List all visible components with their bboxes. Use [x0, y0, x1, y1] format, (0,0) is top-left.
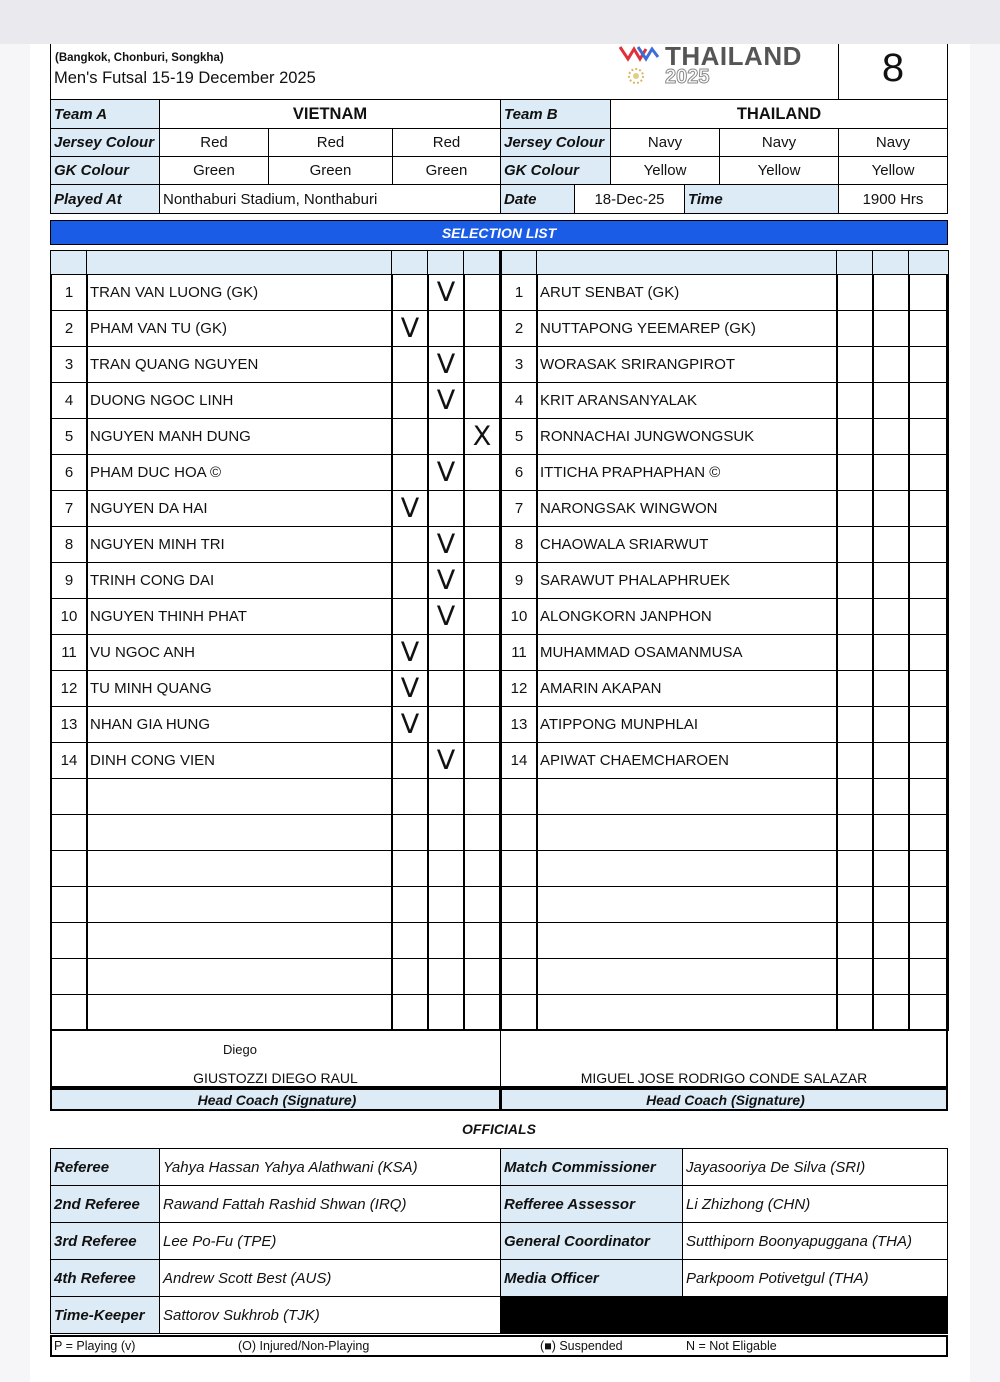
team-b-empty-row-cell: [872, 922, 910, 959]
team-b-label: Team B: [500, 99, 611, 129]
team-a-player-3-s: V: [427, 346, 465, 383]
team-b-player-3-s: [872, 346, 910, 383]
team-b-player-12-p: [836, 670, 874, 707]
team-b-player-1-jsy: 1: [500, 274, 538, 311]
team-a-player-6-n: [463, 454, 501, 491]
team-b-player-9-p: [836, 562, 874, 599]
team-a-player-1-name: TRAN VAN LUONG (GK): [86, 274, 393, 311]
team-a-empty-row-cell: [86, 958, 393, 995]
team-a-player-6-jsy: 6: [50, 454, 88, 491]
team-sheet: [30, 41, 970, 1382]
team-b-player-1-name: ARUT SENBAT (GK): [536, 274, 838, 311]
team-a-player-3-name: TRAN QUANG NGUYEN: [86, 346, 393, 383]
team-a-player-3-jsy: 3: [50, 346, 88, 383]
team-b-empty-row-cell: [500, 850, 538, 887]
official-name-left-3: Lee Po-Fu (TPE): [159, 1222, 501, 1260]
team-a-player-12-s: [427, 670, 465, 707]
team-b-player-14-n: [908, 742, 949, 779]
team-b-empty-row-cell: [872, 958, 910, 995]
team-a-empty-row-cell: [50, 814, 88, 851]
team-b-player-13-n: [908, 706, 949, 743]
played-at-value: Nonthaburi Stadium, Nonthaburi: [159, 184, 501, 214]
team-a-empty-row-cell: [50, 850, 88, 887]
date-label: Date: [500, 184, 575, 214]
team-b-player-3-name: WORASAK SRIRANGPIROT: [536, 346, 838, 383]
team-a-empty-row-cell: [427, 958, 465, 995]
team-a-empty-row-cell: [463, 814, 501, 851]
team-b-player-13-jsy: 13: [500, 706, 538, 743]
logo-year: 2025: [665, 66, 710, 88]
official-name-right-4: Parkpoom Potivetgul (THA): [682, 1259, 948, 1297]
gk-colour-label-b: GK Colour: [500, 156, 611, 185]
team-b-empty-row-cell: [872, 778, 910, 815]
team-a-empty-row-cell: [391, 850, 429, 887]
team-b-player-9-n: [908, 562, 949, 599]
team-b-player-10-s: [872, 598, 910, 635]
team-b-gk-2: Yellow: [719, 156, 839, 185]
team-b-jersey-2: Navy: [719, 128, 839, 157]
team-b-jersey-3: Navy: [838, 128, 948, 157]
official-role-left-2: 2nd Referee: [50, 1185, 160, 1223]
team-a-player-6-name: PHAM DUC HOA ©: [86, 454, 393, 491]
team-b-player-4-s: [872, 382, 910, 419]
legend-playing: P = Playing (v): [54, 1339, 136, 1353]
top-bar: [0, 0, 1000, 44]
team-a-empty-row-cell: [427, 778, 465, 815]
official-role-right-4: Media Officer: [500, 1259, 683, 1297]
team-b-player-12-n: [908, 670, 949, 707]
gk-colour-label-a: GK Colour: [50, 156, 160, 185]
team-b-player-5-n: [908, 418, 949, 455]
team-b-empty-row-cell: [536, 994, 838, 1031]
team-b-player-6-name: ITTICHA PRAPHAPHAN ©: [536, 454, 838, 491]
team-b-player-10-name: ALONGKORN JANPHON: [536, 598, 838, 635]
logo-wings-icon: [618, 45, 662, 65]
official-role-left-5: Time-Keeper: [50, 1296, 160, 1334]
team-b-player-4-jsy: 4: [500, 382, 538, 419]
column-header-cell: [872, 250, 910, 275]
official-role-left-1: Referee: [50, 1148, 160, 1186]
official-name-right-2: Li Zhizhong (CHN): [682, 1185, 948, 1223]
team-b-empty-row-cell: [836, 778, 874, 815]
time-value: 1900 Hrs: [838, 184, 948, 214]
official-name-left-2: Rawand Fattah Rashid Shwan (IRQ): [159, 1185, 501, 1223]
team-a-empty-row-cell: [391, 778, 429, 815]
team-a-player-9-s: V: [427, 562, 465, 599]
team-b-name: THAILAND: [610, 99, 948, 129]
team-a-player-7-s: [427, 490, 465, 527]
team-b-player-3-n: [908, 346, 949, 383]
team-b-empty-row-cell: [536, 778, 838, 815]
team-b-player-8-p: [836, 526, 874, 563]
team-a-player-3-p: [391, 346, 429, 383]
team-b-player-2-jsy: 2: [500, 310, 538, 347]
team-a-empty-row-cell: [463, 958, 501, 995]
team-a-player-4-n: [463, 382, 501, 419]
team-b-empty-row-cell: [536, 814, 838, 851]
team-b-player-12-s: [872, 670, 910, 707]
match-number: 8: [881, 46, 905, 90]
official-name-right-3: Sutthiporn Boonyapuggana (THA): [682, 1222, 948, 1260]
team-b-player-12-name: AMARIN AKAPAN: [536, 670, 838, 707]
team-b-empty-row-cell: [908, 922, 949, 959]
team-b-player-8-s: [872, 526, 910, 563]
team-a-player-13-p: V: [391, 706, 429, 743]
team-b-empty-row-cell: [836, 814, 874, 851]
team-a-player-11-name: VU NGOC ANH: [86, 634, 393, 671]
team-a-player-10-p: [391, 598, 429, 635]
team-a-player-2-name: PHAM VAN TU (GK): [86, 310, 393, 347]
team-b-empty-row-cell: [836, 886, 874, 923]
team-b-player-2-s: [872, 310, 910, 347]
team-b-player-5-s: [872, 418, 910, 455]
official-name-right-1: Jayasooriya De Silva (SRI): [682, 1148, 948, 1186]
team-a-empty-row-cell: [50, 778, 88, 815]
team-a-jersey-1: Red: [159, 128, 269, 157]
team-a-player-9-p: [391, 562, 429, 599]
team-a-player-3-n: [463, 346, 501, 383]
team-a-empty-row-cell: [463, 778, 501, 815]
team-b-empty-row-cell: [836, 994, 874, 1031]
team-a-player-5-name: NGUYEN MANH DUNG: [86, 418, 393, 455]
team-b-player-8-jsy: 8: [500, 526, 538, 563]
header-left-border: [50, 44, 51, 99]
played-at-label: Played At: [50, 184, 160, 214]
team-a-player-4-jsy: 4: [50, 382, 88, 419]
team-a-player-11-n: [463, 634, 501, 671]
team-b-empty-row-cell: [500, 922, 538, 959]
team-divider: [499, 250, 502, 1031]
team-b-player-14-s: [872, 742, 910, 779]
team-b-player-9-s: [872, 562, 910, 599]
team-b-player-11-jsy: 11: [500, 634, 538, 671]
team-b-empty-row-cell: [836, 850, 874, 887]
team-b-jersey-1: Navy: [610, 128, 720, 157]
legend-not-eligible: N = Not Eligable: [686, 1339, 777, 1353]
team-a-player-13-name: NHAN GIA HUNG: [86, 706, 393, 743]
team-a-name: VIETNAM: [159, 99, 501, 129]
team-a-label: Team A: [50, 99, 160, 129]
legend-injured: (O) Injured/Non-Playing: [238, 1339, 370, 1353]
logo-name: THAILAND: [665, 41, 802, 71]
official-name-left-1: Yahya Hassan Yahya Alathwani (KSA): [159, 1148, 501, 1186]
team-a-empty-row-cell: [391, 994, 429, 1031]
team-a-player-7-name: NGUYEN DA HAI: [86, 490, 393, 527]
team-b-player-11-name: MUHAMMAD OSAMANMUSA: [536, 634, 838, 671]
team-a-player-2-n: [463, 310, 501, 347]
team-a-empty-row-cell: [427, 814, 465, 851]
team-b-empty-row-cell: [500, 778, 538, 815]
team-a-empty-row-cell: [50, 994, 88, 1031]
team-a-player-9-name: TRINH CONG DAI: [86, 562, 393, 599]
coach-a-name: GIUSTOZZI DIEGO RAUL: [193, 1070, 358, 1086]
coach-b-name: MIGUEL JOSE RODRIGO CONDE SALAZAR: [580, 1070, 868, 1086]
team-a-player-11-s: [427, 634, 465, 671]
team-a-player-1-p: [391, 274, 429, 311]
team-b-empty-row-cell: [872, 814, 910, 851]
team-b-player-10-n: [908, 598, 949, 635]
team-b-player-8-n: [908, 526, 949, 563]
team-a-player-7-n: [463, 490, 501, 527]
team-b-gk-1: Yellow: [610, 156, 720, 185]
team-a-player-8-s: V: [427, 526, 465, 563]
team-b-player-6-p: [836, 454, 874, 491]
team-a-player-5-n: X: [463, 418, 501, 455]
team-b-player-6-jsy: 6: [500, 454, 538, 491]
selection-list-title: SELECTION LIST: [50, 220, 948, 245]
team-a-empty-row-cell: [463, 886, 501, 923]
team-b-empty-row-cell: [872, 994, 910, 1031]
team-a-jersey-3: Red: [392, 128, 501, 157]
team-b-player-2-name: NUTTAPONG YEEMAREP (GK): [536, 310, 838, 347]
team-b-empty-row-cell: [908, 850, 949, 887]
team-b-empty-row-cell: [836, 922, 874, 959]
team-a-player-14-jsy: 14: [50, 742, 88, 779]
team-a-player-10-jsy: 10: [50, 598, 88, 635]
team-b-empty-row-cell: [836, 958, 874, 995]
team-b-player-13-s: [872, 706, 910, 743]
team-b-empty-row-cell: [908, 814, 949, 851]
team-b-player-11-p: [836, 634, 874, 671]
team-a-player-2-jsy: 2: [50, 310, 88, 347]
event-title: Men's Futsal 15-19 December 2025: [54, 69, 316, 87]
team-a-player-9-n: [463, 562, 501, 599]
team-a-player-12-p: V: [391, 670, 429, 707]
team-b-player-3-jsy: 3: [500, 346, 538, 383]
column-header-cell: [536, 250, 838, 275]
team-b-player-5-p: [836, 418, 874, 455]
official-role-right-1: Match Commissioner: [500, 1148, 683, 1186]
column-header-cell: [427, 250, 465, 275]
team-a-player-4-p: [391, 382, 429, 419]
team-a-player-12-jsy: 12: [50, 670, 88, 707]
team-b-player-4-name: KRIT ARANSANYALAK: [536, 382, 838, 419]
official-role-left-3: 3rd Referee: [50, 1222, 160, 1260]
team-a-empty-row-cell: [391, 958, 429, 995]
team-b-empty-row-cell: [536, 958, 838, 995]
officials-title: OFFICIALS: [462, 1121, 536, 1137]
team-a-empty-row-cell: [391, 922, 429, 959]
team-a-gk-2: Green: [268, 156, 393, 185]
team-b-player-9-name: SARAWUT PHALAPHRUEK: [536, 562, 838, 599]
team-a-empty-row-cell: [427, 922, 465, 959]
team-b-player-5-jsy: 5: [500, 418, 538, 455]
team-a-empty-row-cell: [427, 994, 465, 1031]
location-text: (Bangkok, Chonburi, Songkha): [55, 52, 224, 64]
team-a-player-1-jsy: 1: [50, 274, 88, 311]
team-b-player-7-name: NARONGSAK WINGWON: [536, 490, 838, 527]
team-b-empty-row-cell: [500, 994, 538, 1031]
coach-a-signature: Diego: [223, 1042, 257, 1057]
team-a-player-12-n: [463, 670, 501, 707]
team-b-player-2-n: [908, 310, 949, 347]
team-b-player-4-p: [836, 382, 874, 419]
team-a-empty-row-cell: [427, 886, 465, 923]
team-a-player-10-name: NGUYEN THINH PHAT: [86, 598, 393, 635]
team-a-empty-row-cell: [50, 958, 88, 995]
team-b-player-7-p: [836, 490, 874, 527]
team-b-player-2-p: [836, 310, 874, 347]
team-a-player-4-name: DUONG NGOC LINH: [86, 382, 393, 419]
team-a-empty-row-cell: [86, 886, 393, 923]
column-header-cell: [50, 250, 88, 275]
team-b-player-11-s: [872, 634, 910, 671]
team-a-player-11-p: V: [391, 634, 429, 671]
team-b-player-8-name: CHAOWALA SRIARWUT: [536, 526, 838, 563]
column-header-cell: [463, 250, 501, 275]
team-b-empty-row-cell: [536, 886, 838, 923]
team-a-empty-row-cell: [86, 850, 393, 887]
team-a-player-6-s: V: [427, 454, 465, 491]
team-a-empty-row-cell: [86, 778, 393, 815]
official-name-left-4: Andrew Scott Best (AUS): [159, 1259, 501, 1297]
team-a-player-2-p: V: [391, 310, 429, 347]
column-header-cell: [908, 250, 949, 275]
team-a-player-10-s: V: [427, 598, 465, 635]
team-b-player-9-jsy: 9: [500, 562, 538, 599]
team-a-empty-row-cell: [463, 994, 501, 1031]
team-b-player-5-name: RONNACHAI JUNGWONGSUK: [536, 418, 838, 455]
team-a-player-4-s: V: [427, 382, 465, 419]
team-b-empty-row-cell: [500, 958, 538, 995]
team-a-empty-row-cell: [86, 994, 393, 1031]
jersey-colour-label-a: Jersey Colour: [50, 128, 160, 157]
team-a-player-14-p: [391, 742, 429, 779]
team-b-player-10-p: [836, 598, 874, 635]
team-b-empty-row-cell: [536, 850, 838, 887]
official-role-right-2: Refferee Assessor: [500, 1185, 683, 1223]
team-a-player-8-name: NGUYEN MINH TRI: [86, 526, 393, 563]
team-b-empty-row-cell: [872, 886, 910, 923]
team-b-player-7-s: [872, 490, 910, 527]
column-header-cell: [500, 250, 538, 275]
team-b-player-14-jsy: 14: [500, 742, 538, 779]
team-b-player-6-s: [872, 454, 910, 491]
team-a-player-7-p: V: [391, 490, 429, 527]
team-a-empty-row-cell: [391, 886, 429, 923]
team-b-empty-row-cell: [908, 994, 949, 1031]
team-a-player-1-s: V: [427, 274, 465, 311]
team-b-player-13-p: [836, 706, 874, 743]
team-b-player-1-p: [836, 274, 874, 311]
team-b-player-14-p: [836, 742, 874, 779]
team-b-player-7-jsy: 7: [500, 490, 538, 527]
team-b-empty-row-cell: [500, 814, 538, 851]
team-b-player-10-jsy: 10: [500, 598, 538, 635]
column-header-cell: [86, 250, 393, 275]
time-label: Time: [684, 184, 839, 214]
team-a-player-9-jsy: 9: [50, 562, 88, 599]
column-header-cell: [391, 250, 429, 275]
team-a-player-8-p: [391, 526, 429, 563]
team-a-empty-row-cell: [86, 922, 393, 959]
team-a-player-5-jsy: 5: [50, 418, 88, 455]
team-a-empty-row-cell: [50, 886, 88, 923]
team-a-jersey-2: Red: [268, 128, 393, 157]
team-b-player-14-name: APIWAT CHAEMCHAROEN: [536, 742, 838, 779]
team-a-empty-row-cell: [391, 814, 429, 851]
coach-a-label: Head Coach (Signature): [50, 1088, 501, 1111]
team-a-empty-row-cell: [427, 850, 465, 887]
team-b-player-1-n: [908, 274, 949, 311]
column-header-cell: [836, 250, 874, 275]
legend-suspended: (■) Suspended: [540, 1339, 623, 1353]
suspended-black-block: [500, 1296, 948, 1334]
team-a-player-6-p: [391, 454, 429, 491]
team-a-player-14-name: DINH CONG VIEN: [86, 742, 393, 779]
team-a-empty-row-cell: [50, 922, 88, 959]
team-a-player-5-s: [427, 418, 465, 455]
jersey-colour-label-b: Jersey Colour: [500, 128, 611, 157]
logo-medal-icon: [626, 66, 646, 86]
team-b-empty-row-cell: [872, 850, 910, 887]
team-b-player-1-s: [872, 274, 910, 311]
team-a-player-2-s: [427, 310, 465, 347]
official-role-right-3: General Coordinator: [500, 1222, 683, 1260]
team-a-player-10-n: [463, 598, 501, 635]
team-b-gk-3: Yellow: [838, 156, 948, 185]
team-b-player-11-n: [908, 634, 949, 671]
team-b-empty-row-cell: [908, 886, 949, 923]
official-name-left-5: Sattorov Sukhrob (TJK): [159, 1296, 501, 1334]
sea-games-logo: [618, 41, 818, 88]
team-b-player-13-name: ATIPPONG MUNPHLAI: [536, 706, 838, 743]
team-a-player-8-n: [463, 526, 501, 563]
team-b-player-3-p: [836, 346, 874, 383]
team-b-player-4-n: [908, 382, 949, 419]
coach-b-label: Head Coach (Signature): [500, 1088, 948, 1111]
team-a-player-8-jsy: 8: [50, 526, 88, 563]
team-a-gk-1: Green: [159, 156, 269, 185]
team-a-player-13-jsy: 13: [50, 706, 88, 743]
team-a-player-1-n: [463, 274, 501, 311]
team-a-player-13-n: [463, 706, 501, 743]
legend-bar: [50, 1335, 948, 1357]
team-b-empty-row-cell: [536, 922, 838, 959]
team-b-player-12-jsy: 12: [500, 670, 538, 707]
team-a-empty-row-cell: [86, 814, 393, 851]
team-a-player-7-jsy: 7: [50, 490, 88, 527]
team-a-player-11-jsy: 11: [50, 634, 88, 671]
team-a-player-5-p: [391, 418, 429, 455]
team-a-player-13-s: [427, 706, 465, 743]
team-b-empty-row-cell: [908, 778, 949, 815]
team-b-empty-row-cell: [500, 886, 538, 923]
team-a-empty-row-cell: [463, 922, 501, 959]
date-value: 18-Dec-25: [574, 184, 685, 214]
team-b-empty-row-cell: [908, 958, 949, 995]
team-a-gk-3: Green: [392, 156, 501, 185]
team-b-player-6-n: [908, 454, 949, 491]
official-role-left-4: 4th Referee: [50, 1259, 160, 1297]
team-b-player-7-n: [908, 490, 949, 527]
team-a-player-14-n: [463, 742, 501, 779]
team-a-player-12-name: TU MINH QUANG: [86, 670, 393, 707]
team-a-empty-row-cell: [463, 850, 501, 887]
team-a-player-14-s: V: [427, 742, 465, 779]
